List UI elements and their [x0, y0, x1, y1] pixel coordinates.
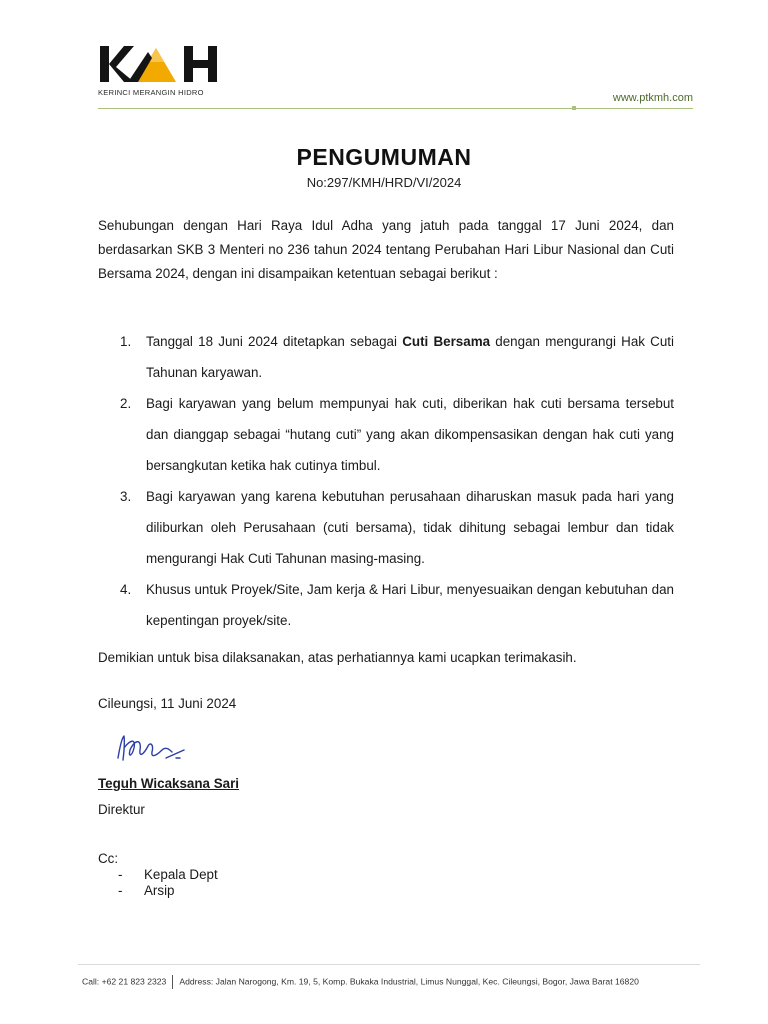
- document-number: No:297/KMH/HRD/VI/2024: [306, 175, 462, 190]
- list-item-text: Bagi karyawan yang karena kebutuhan perusahaan diharuskan masuk pada hari yang diliburkan oleh Perusahaan (cuti bersama), tidak dihitung sebagai lembur dan tidak mengurangi Hak Cuti Tahunan masing-masing.: [146, 489, 674, 566]
- list-item-number: 2.: [120, 396, 132, 411]
- list-item-number: 3.: [120, 489, 132, 504]
- list-item: [120, 574, 674, 636]
- list-item: [120, 326, 674, 388]
- cc-list: [118, 867, 218, 899]
- provisions-list: [120, 326, 674, 636]
- logo-mark: [98, 40, 228, 86]
- footer-phone: Call: +62 21 823 2323: [82, 976, 167, 987]
- footer: [82, 975, 639, 989]
- list-item: [120, 481, 674, 574]
- list-item-text: dengan mengurangi Hak Cuti Tahunan karyawan.: [146, 334, 674, 380]
- signer-name: Teguh Wicaksana Sari: [98, 776, 240, 791]
- list-item-text: Tanggal 18 Juni 2024 ditetapkan sebagai: [146, 334, 403, 349]
- closing-paragraph: Demikian untuk bisa dilaksanakan, atas perhatiannya kami ucapkan terimakasih.: [98, 650, 577, 665]
- list-item-number: 4.: [120, 582, 132, 597]
- footer-address: Address: Jalan Narogong, Km. 19, 5, Komp. Bukaka Industrial, Limus Nunggal, Kec. Cileungsi, Bogor, Jawa Barat 16820: [179, 976, 639, 987]
- footer-separator: [172, 975, 173, 989]
- cc-item: - Arsip: [118, 883, 218, 899]
- website-link[interactable]: www.ptkmh.com: [612, 92, 693, 104]
- list-item-emphasis: Cuti Bersama: [402, 334, 491, 349]
- list-item-text: Khusus untuk Proyek/Site, Jam kerja & Hari Libur, menyesuaikan dengan kebutuhan dan kepentingan proyek/site.: [146, 582, 674, 628]
- place-date: Cileungsi, 11 Juni 2024: [98, 696, 237, 711]
- list-item: [120, 388, 674, 481]
- signature-image: [110, 728, 200, 768]
- document-title: PENGUMUMAN: [296, 144, 472, 170]
- signer-role: Direktur: [98, 802, 145, 817]
- list-item-number: 1.: [120, 334, 132, 349]
- header-divider-mark: [572, 106, 576, 110]
- cc-item: - Kepala Dept: [118, 867, 218, 883]
- cc-label: Cc:: [98, 851, 119, 866]
- header-divider: [98, 108, 693, 109]
- footer-divider: [78, 964, 700, 965]
- intro-paragraph: Sehubungan dengan Hari Raya Idul Adha yang jatuh pada tanggal 17 Juni 2024, dan berdasarkan SKB 3 Menteri no 236 tahun 2024 tentang Perubahan Hari Libur Nasional dan Cuti Bersama 2024, dengan ini disampaikan ketentuan sebagai berikut :: [98, 218, 674, 281]
- list-item-text: Bagi karyawan yang belum mempunyai hak cuti, diberikan hak cuti bersama tersebut dan dianggap sebagai “hutang cuti” yang akan dikompensasikan dengan hak cuti yang bersangkutan ketika hak cutinya timbul.: [146, 396, 674, 473]
- logo-subtitle: KERINCI MERANGIN HIDRO: [98, 88, 204, 97]
- company-logo: [98, 40, 228, 100]
